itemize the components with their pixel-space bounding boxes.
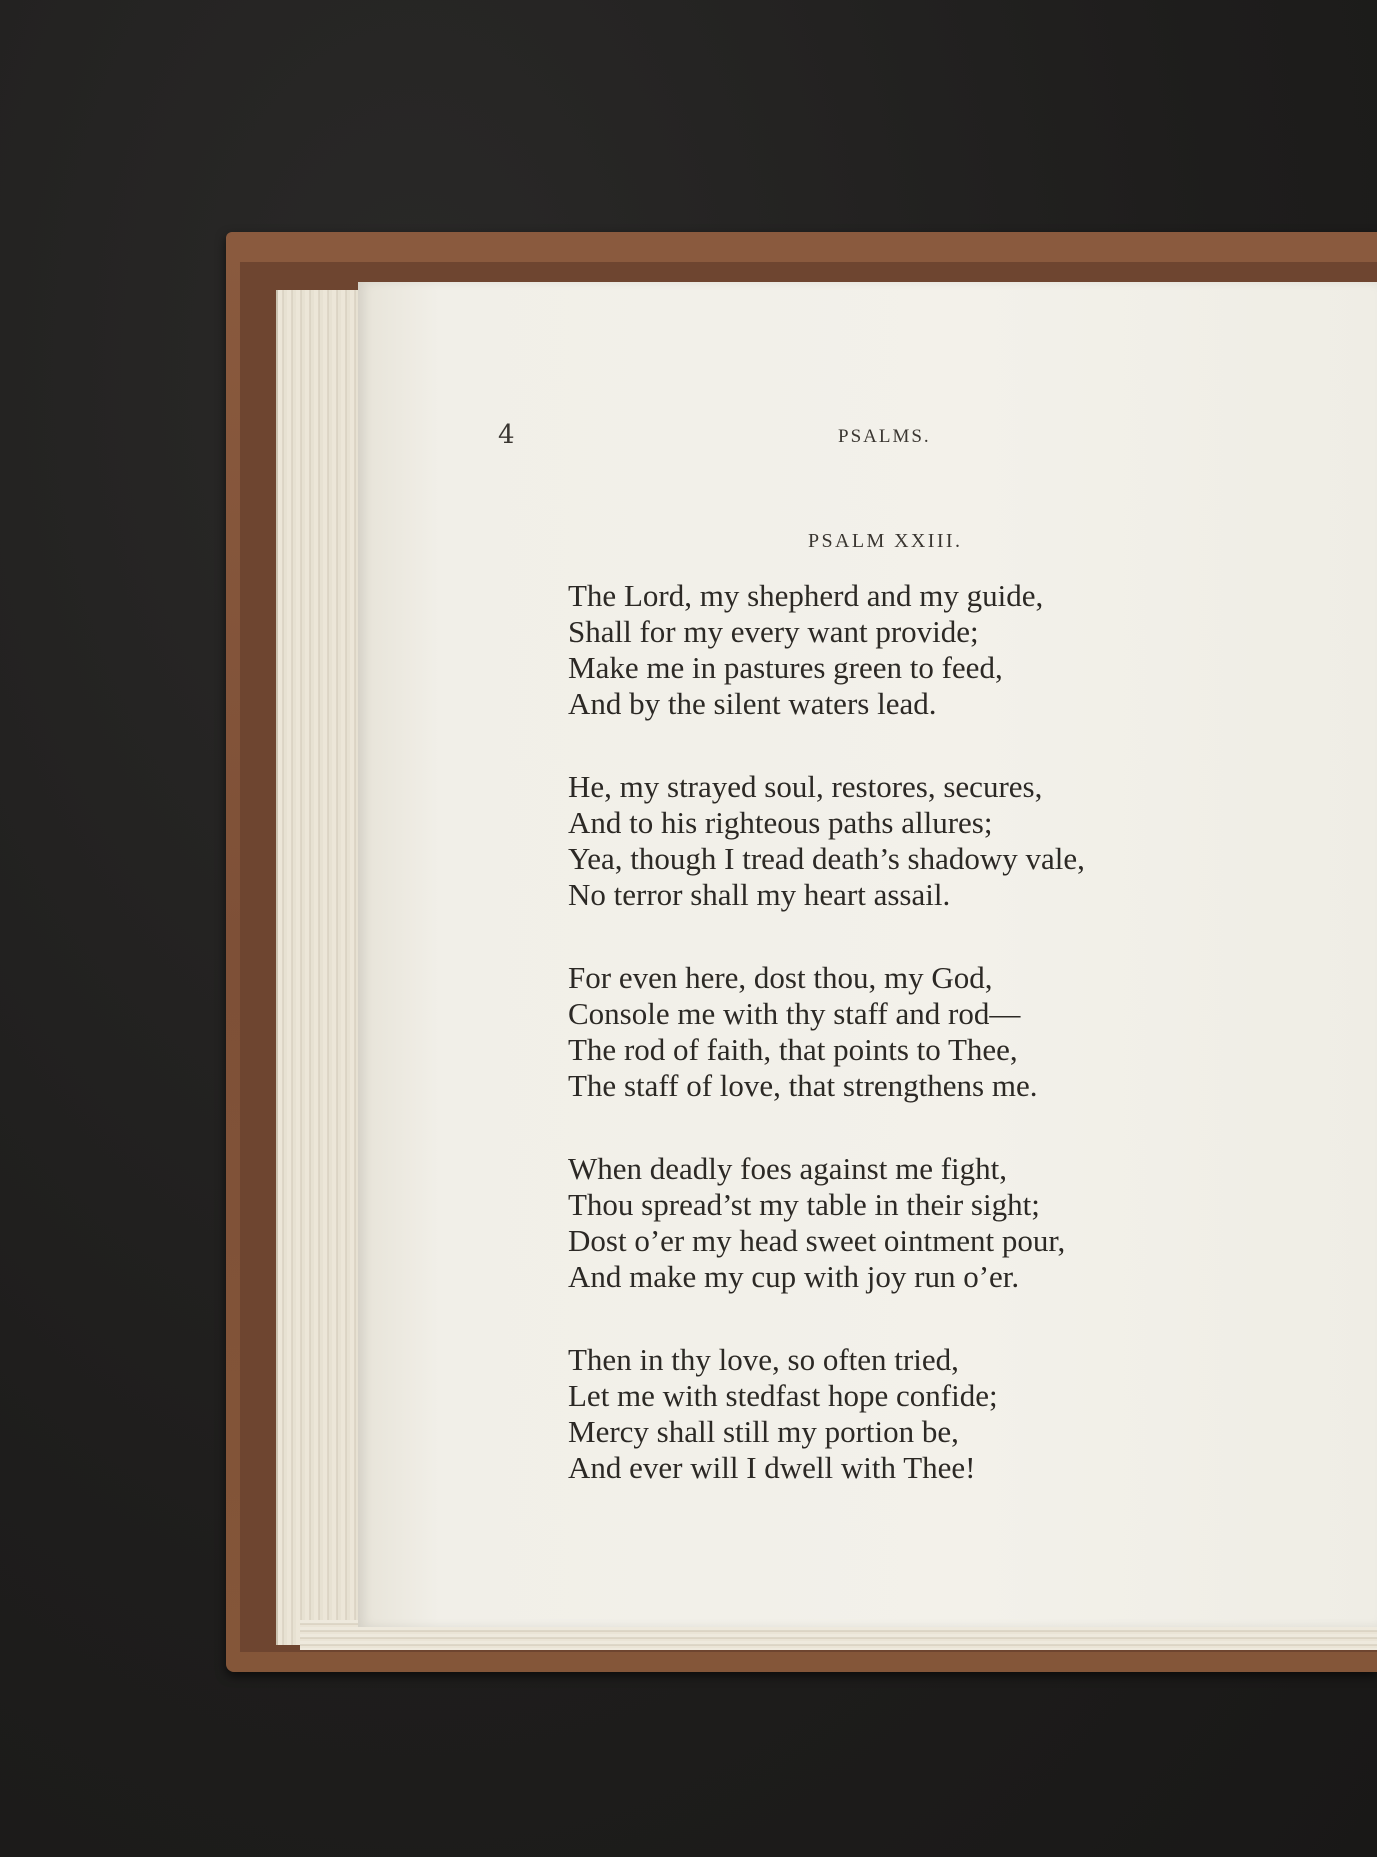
poem-line: And by the silent waters lead.: [568, 686, 937, 721]
poem-line: Let me with stedfast hope confide;: [568, 1378, 998, 1413]
poem-line: Then in thy love, so often tried,: [568, 1342, 959, 1377]
stanza-4: [568, 1151, 1228, 1295]
poem-line: No terror shall my heart assail.: [568, 877, 951, 912]
poem-line: Yea, though I tread death’s shadowy vale,: [568, 841, 1085, 876]
stanza-2: [568, 769, 1228, 913]
stanza-3: [568, 960, 1228, 1104]
running-head: PSALMS.: [838, 426, 931, 447]
poem-line: For even here, dost thou, my God,: [568, 960, 993, 995]
poem-line: The Lord, my shepherd and my guide,: [568, 578, 1044, 613]
poem-line: The rod of faith, that points to Thee,: [568, 1032, 1018, 1067]
poem-line: He, my strayed soul, restores, secures,: [568, 769, 1043, 804]
poem-line: And to his righteous paths allures;: [568, 805, 993, 840]
poem-line: The staff of love, that strengthens me.: [568, 1068, 1038, 1103]
stanza-5: [568, 1342, 1228, 1486]
page-number: 4: [498, 420, 515, 450]
poem-line: Shall for my every want provide;: [568, 614, 979, 649]
poem-line: When deadly foes against me fight,: [568, 1151, 1008, 1186]
psalm-title: PSALM XXIII.: [808, 530, 963, 552]
poem-line: Mercy shall still my portion be,: [568, 1414, 959, 1449]
poem-line: And ever will I dwell with Thee!: [568, 1450, 976, 1485]
stanza-1: [568, 578, 1228, 722]
poem-body: [568, 578, 1228, 1533]
poem-line: Make me in pastures green to feed,: [568, 650, 1003, 685]
poem-line: Dost o’er my head sweet ointment pour,: [568, 1223, 1066, 1258]
poem-line: And make my cup with joy run o’er.: [568, 1259, 1020, 1294]
poem-line: Console me with thy staff and rod—: [568, 996, 1021, 1031]
page-edges-left: [276, 290, 368, 1645]
poem-line: Thou spread’st my table in their sight;: [568, 1187, 1040, 1222]
